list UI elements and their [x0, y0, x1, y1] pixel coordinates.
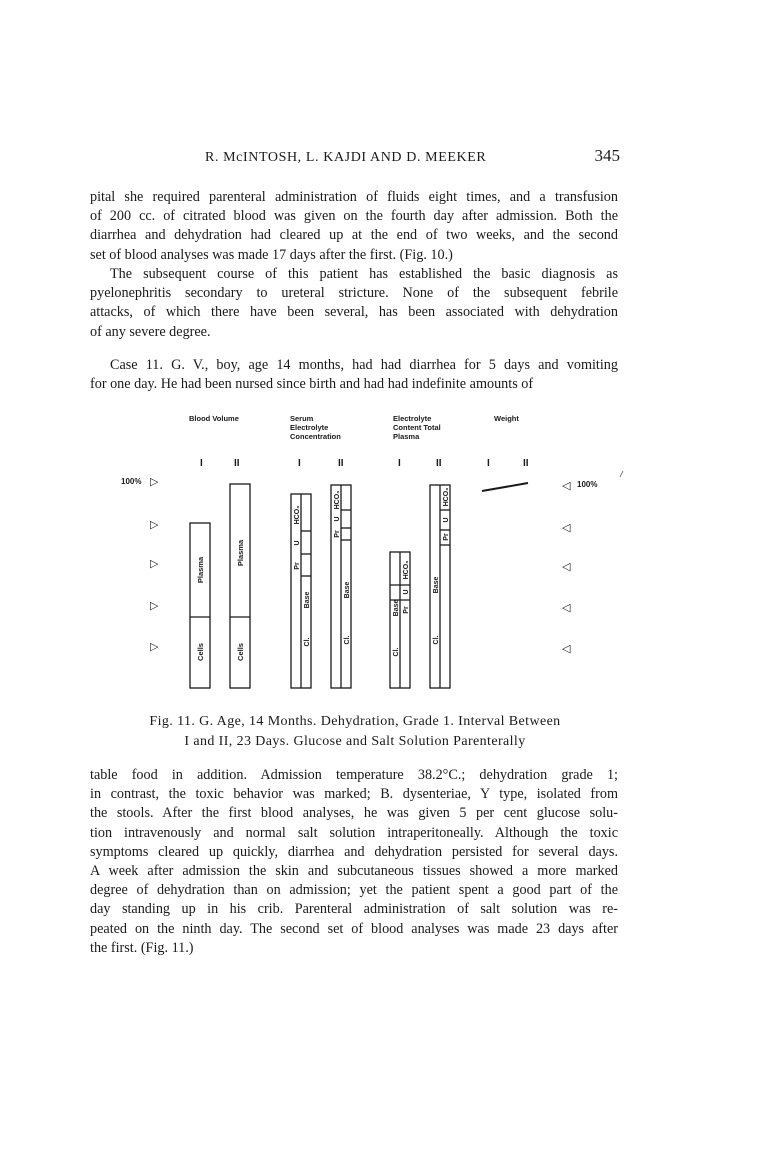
scan-mark: [620, 471, 623, 477]
heading-content-line2: Content Total: [393, 423, 441, 432]
bar-label-cl: Cl.: [393, 647, 400, 657]
bar-label-base: Base: [344, 581, 351, 599]
bar-label-u: U: [443, 517, 450, 523]
bar-label-pr: Pr: [294, 562, 301, 570]
bar-label-hco3: HCO₃: [403, 560, 410, 580]
text-line: in contrast, the toxic behavior was marked; B. dysenteriae, Y type, isolated from: [90, 786, 618, 803]
bar-label-hco3: HCO₃: [334, 490, 341, 510]
marker-left-icon: ▷: [150, 519, 159, 531]
text-line: the stools. After the first blood analyses, he was given 5 per cent glucose solu-: [90, 805, 618, 822]
heading-serum-line1: Serum: [290, 414, 314, 423]
bar-label-u: U: [403, 589, 410, 595]
marker-left-icon: ▷: [150, 600, 159, 612]
text-line: set of blood analyses was made 17 days after the first. (Fig. 10.): [90, 246, 453, 263]
bar-label-hco3: HCO₃: [443, 487, 450, 507]
bar-label-cl: Cl.: [433, 635, 440, 645]
column-label: I: [398, 458, 401, 469]
running-header-authors: R. McINTOSH, L. KAJDI AND D. MEEKER: [205, 150, 487, 165]
bar-label-pr: Pr: [403, 606, 410, 614]
text-line: of 200 cc. of citrated blood was given on the fourth day after admission. Both the: [90, 208, 618, 225]
text-line: peated on the ninth day. The second set of blood analyses was made 23 days after: [90, 920, 618, 937]
bar-label-cells: Cells: [196, 643, 205, 661]
text-line: attacks, of which there have been several, has been associated with dehydration: [90, 304, 618, 321]
text-line: degree of dehydration than on admission; yet the patient spent a good part of the: [90, 882, 618, 899]
percent-100-left: 100%: [121, 477, 142, 486]
heading-blood-volume: Blood Volume: [189, 414, 239, 423]
text-line: of any severe degree.: [90, 323, 211, 340]
marker-left-icon: ▷: [150, 558, 159, 570]
page-number: 345: [594, 146, 620, 165]
paragraph-4: [90, 766, 618, 958]
caption-line-1: Fig. 11. G. Age, 14 Months. Dehydration, Grade 1. Interval Between: [149, 714, 561, 729]
text-line: pyelonephritis secondary to ureteral stricture. None of the subsequent febrile: [90, 285, 618, 302]
bar-label-base: Base: [433, 576, 440, 594]
marker-left-icon: ▷: [150, 641, 159, 653]
text-line: A week after admission the skin and subcutaneous tissues showed a more marked: [90, 863, 618, 880]
caption-line-2: I and II, 23 Days. Glucose and Salt Solution Parenterally: [184, 734, 526, 749]
bar-label-u: U: [334, 516, 341, 522]
marker-right-icon: ◁: [562, 522, 571, 534]
text-line: the first. (Fig. 11.): [90, 939, 194, 956]
column-label: II: [436, 458, 442, 469]
column-label: II: [523, 458, 529, 469]
bar-label-pr: Pr: [443, 533, 450, 541]
marker-right-icon: ◁: [562, 602, 571, 614]
column-label: II: [234, 458, 240, 469]
bar-label-cells: Cells: [236, 643, 245, 661]
heading-serum-line3: Concentration: [290, 432, 341, 441]
text-line: symptoms cleared up quickly, diarrhea and dehydration persisted for several days.: [90, 843, 618, 860]
heading-weight: Weight: [494, 414, 519, 423]
text-line: Case 11. G. V., boy, age 14 months, had had diarrhea for 5 days and vomiting: [110, 357, 618, 373]
bar-label-cl: Cl.: [344, 635, 351, 645]
column-label: I: [487, 458, 490, 469]
bar-label-plasma: Plasma: [236, 539, 245, 567]
text-line: table food in addition. Admission temperature 38.2°C.; dehydration grade 1;: [90, 767, 618, 783]
marker-right-icon: ◁: [562, 643, 571, 655]
text-line: day standing up in his crib. Parenteral administration of salt solution was re-: [90, 901, 618, 918]
bar-label-base: Base: [393, 599, 400, 617]
text-line: for one day. He had been nursed since birth and had had indefinite amounts of: [90, 376, 534, 393]
text-line: pital she required parenteral administration of fluids eight times, and a transfusion: [90, 189, 618, 205]
text-line: diarrhea and dehydration had cleared up at the end of two weeks, and the second: [90, 227, 618, 244]
text-line: The subsequent course of this patient has established the basic diagnosis as: [110, 266, 618, 282]
weight-line: [482, 483, 528, 491]
marker-right-icon: ◁: [562, 480, 571, 492]
column-label: II: [338, 458, 344, 469]
marker-left-icon: ▷: [150, 476, 159, 488]
heading-content-line3: Plasma: [393, 432, 420, 441]
heading-serum-line2: Electrolyte: [290, 423, 329, 432]
figure-caption: [90, 712, 620, 752]
marker-right-icon: ◁: [562, 561, 571, 573]
bar-blood-volume-I: [190, 523, 210, 688]
bar-label-cl: Cl.: [304, 637, 311, 647]
column-label: I: [200, 458, 203, 469]
text-line: tion intravenously and normal salt solution intraperitoneally. Although the toxic: [90, 824, 618, 841]
bar-label-hco3: HCO₃: [294, 505, 301, 525]
bar-label-u: U: [294, 540, 301, 546]
percent-100-right: 100%: [577, 480, 598, 489]
bar-label-plasma: Plasma: [196, 556, 205, 584]
bar-label-pr: Pr: [334, 530, 341, 538]
bar-label-base: Base: [304, 591, 311, 609]
column-label: I: [298, 458, 301, 469]
heading-content-line1: Electrolyte: [393, 414, 432, 423]
